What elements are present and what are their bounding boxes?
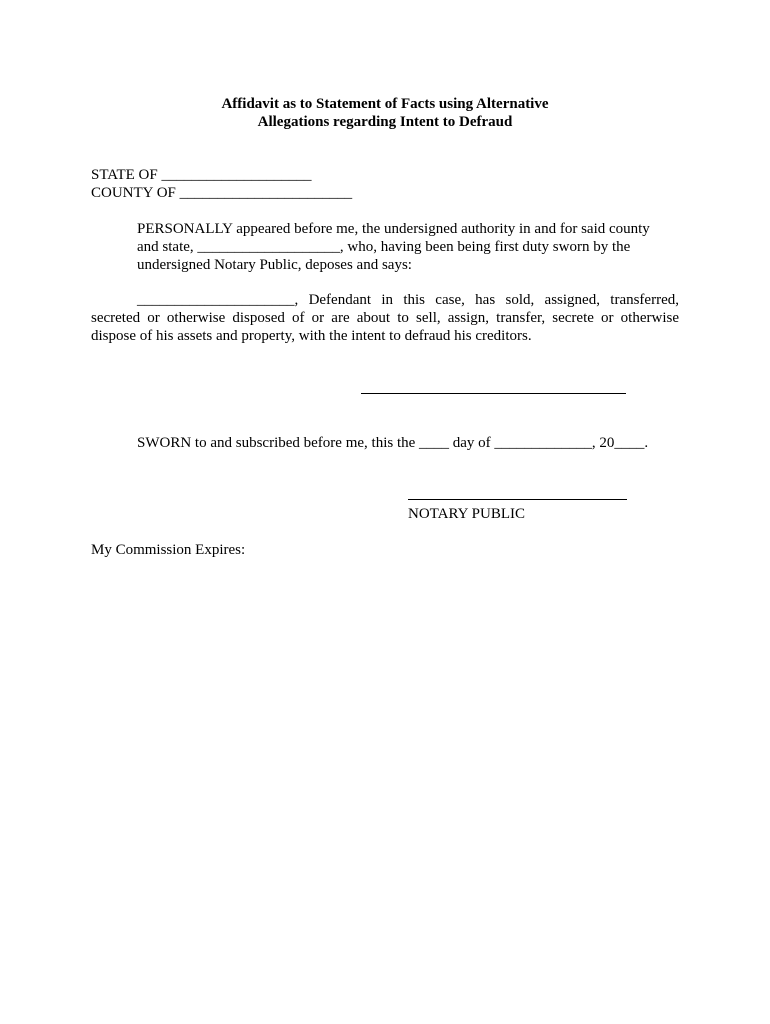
sworn-subscribed-line: SWORN to and subscribed before me, this the ____ day of _____________, 20____. xyxy=(137,435,649,451)
county-of-line: COUNTY OF _______________________ xyxy=(91,185,353,201)
commission-expires-label: My Commission Expires: xyxy=(91,542,246,558)
statement-line-3: dispose of his assets and property, with the intent to defraud his creditors. xyxy=(91,328,532,344)
document-title-line-1: Affidavit as to Statement of Facts using Alternative xyxy=(221,96,549,112)
notary-public-label: NOTARY PUBLIC xyxy=(408,506,526,522)
appearance-line-3: undersigned Notary Public, deposes and says: xyxy=(137,257,412,273)
appearance-line-1: PERSONALLY appeared before me, the undersigned authority in and for said county xyxy=(137,221,650,237)
affiant-signature-line xyxy=(361,393,626,394)
statement-line-2: secreted or otherwise disposed of or are about to sell, assign, transfer, secrete or otherwise xyxy=(91,310,679,326)
appearance-line-2: and state, ___________________, who, having been being first duty sworn by the xyxy=(137,239,631,255)
statement-line-1: _____________________, Defendant in this case, has sold, assigned, transferred, xyxy=(137,292,679,308)
notary-signature-line xyxy=(408,499,627,500)
state-of-line: STATE OF ____________________ xyxy=(91,167,312,183)
document-title-line-2: Allegations regarding Intent to Defraud xyxy=(257,114,513,130)
